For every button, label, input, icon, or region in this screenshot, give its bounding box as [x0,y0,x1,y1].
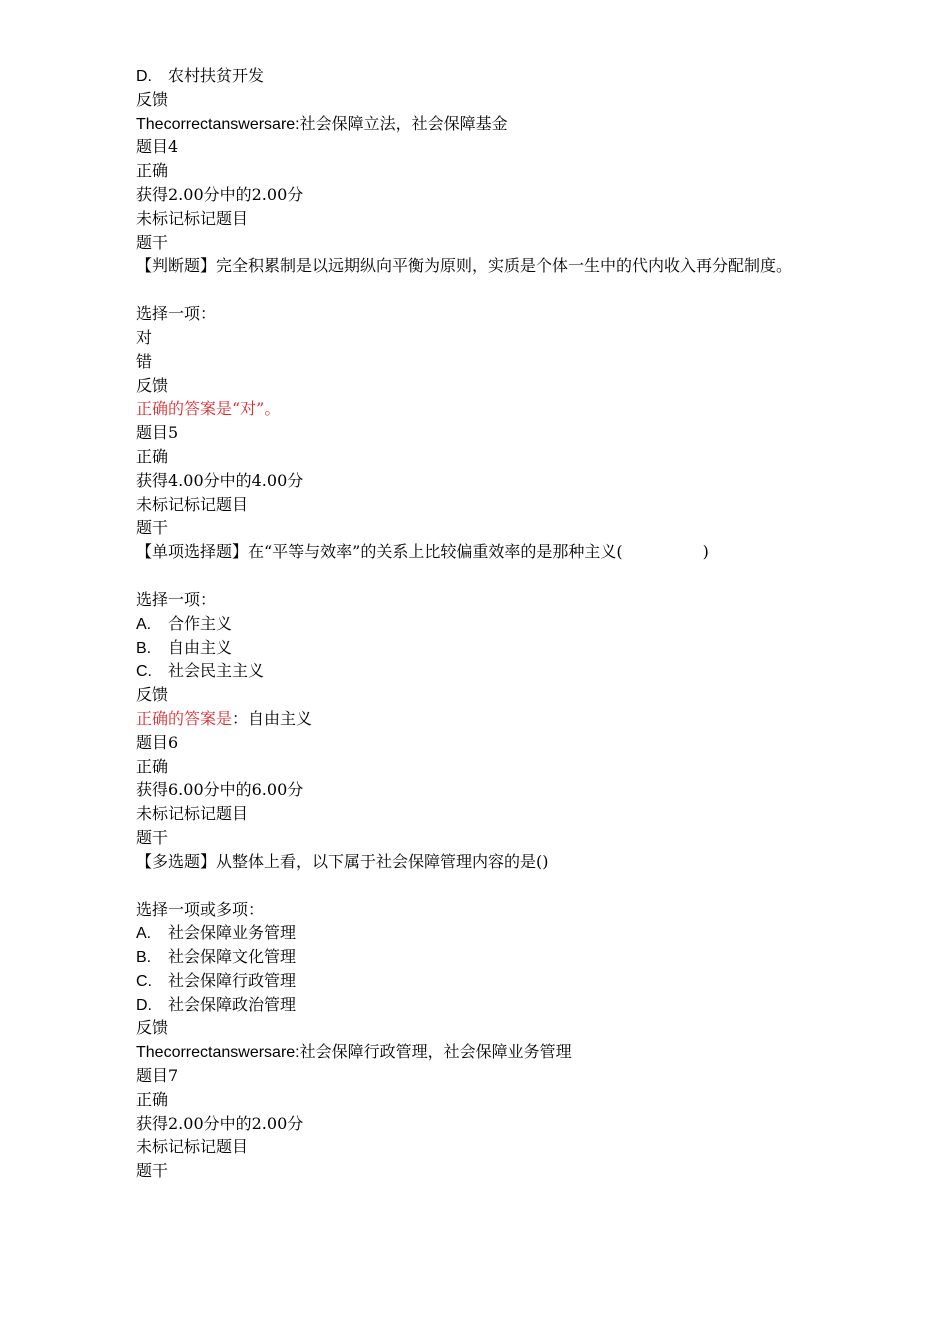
question-stem: 【判断题】完全积累制是以远期纵向平衡为原则，实质是个体一生中的代内收入再分配制度。 [136,256,793,276]
line-text: 选择一项： [136,589,217,609]
text-line [136,707,816,731]
text-line [136,231,816,255]
line-text: 反馈 [136,685,169,705]
blank-line [136,278,816,302]
text-line [136,493,816,517]
text-line [136,183,816,207]
line-text: 选择一项或多项： [136,899,265,919]
text-line [136,469,816,493]
blank-line [136,874,816,898]
text-line [136,516,816,540]
option-letter: A. [136,925,152,943]
text-line [136,898,816,922]
line-text: 自由主义 [168,637,233,657]
line-text: 合作主义 [168,613,233,633]
line-text: 社会保障行政管理，社会保障业务管理 [299,1042,572,1062]
line-text: 社会保障业务管理 [168,923,297,943]
text-line [136,1135,816,1159]
text-line [136,397,816,421]
text-line [136,802,816,826]
line-text: 社会民主主义 [168,661,265,681]
answer-option [136,659,816,683]
feedback-prefix: Thecorrectanswersare: [136,1044,300,1062]
line-text: 社会保障政治管理 [168,994,297,1014]
text-line [136,1016,816,1040]
line-text: 获得2.00分中的2.00分 [136,184,304,204]
line-text: 题干 [136,518,169,538]
line-text: 农村扶贫开发 [168,66,265,85]
answer-option [136,921,816,945]
text-line [136,1088,816,1112]
line-text: 未标记标记题目 [136,494,249,514]
line-text: 题干 [136,827,169,847]
answer-option [136,636,816,660]
text-line [136,1159,816,1183]
text-line [136,374,816,398]
text-line [136,207,816,231]
text-line [136,731,816,755]
line-text: 反馈 [136,1018,169,1038]
line-text: 正确 [136,756,169,776]
text-line [136,302,816,326]
text-line [136,112,816,136]
text-line [136,1112,816,1136]
line-text: 题目5 [136,423,179,443]
option-letter: C. [136,663,152,681]
feedback-prefix: Thecorrectanswersare: [136,115,300,133]
text-line [136,1040,816,1064]
line-text: 题目7 [136,1066,179,1086]
question-stem: 【单项选择题】在“平等与效率”的关系上比较偏重效率的是那种主义( ) [136,542,709,562]
answer-option [136,993,816,1017]
text-line [136,1064,816,1088]
text-line [136,588,816,612]
line-text: 社会保障行政管理 [168,970,297,990]
line-text: 题干 [136,1161,169,1181]
line-text: 题目4 [136,137,179,157]
option-letter: D. [136,996,152,1014]
text-line [136,326,816,350]
text-line [136,683,816,707]
line-text: 获得6.00分中的6.00分 [136,780,304,800]
text-line [136,778,816,802]
line-text: 正确 [136,446,169,466]
document-page [136,64,816,1183]
line-text: 反馈 [136,375,169,395]
line-text: 正确 [136,1089,169,1109]
text-line [136,826,816,850]
answer-option [136,64,816,88]
question-stem: 【多选题】从整体上看，以下属于社会保障管理内容的是() [136,851,549,871]
line-text: 获得4.00分中的4.00分 [136,470,304,490]
line-text: 获得2.00分中的2.00分 [136,1113,304,1133]
text-line [136,350,816,374]
text-line [136,135,816,159]
option-letter: B. [136,949,152,967]
answer-option [136,945,816,969]
text-line [136,755,816,779]
option-letter: D. [136,68,152,85]
line-text: ：自由主义 [232,708,313,728]
line-text: 正确 [136,161,169,181]
answer-option [136,612,816,636]
option-letter: B. [136,639,152,657]
line-text: 对 [136,327,153,347]
line-text: 题目6 [136,732,179,752]
line-text: 社会保障立法，社会保障基金 [299,113,508,133]
correct-answer-label: 正确的答案是 [136,708,233,728]
text-line [136,421,816,445]
correct-answer-label: 正确的答案是“对”。 [136,399,281,419]
line-text: 社会保障文化管理 [168,947,297,967]
text-line [136,88,816,112]
line-text: 反馈 [136,89,169,109]
line-text: 未标记标记题目 [136,1137,249,1157]
answer-option [136,969,816,993]
line-text: 错 [136,351,153,371]
line-text: 未标记标记题目 [136,208,249,228]
blank-line [136,564,816,588]
text-line [136,159,816,183]
line-text: 选择一项： [136,304,217,324]
line-text: 题干 [136,232,169,252]
option-letter: C. [136,972,152,990]
option-letter: A. [136,615,152,633]
line-text: 未标记标记题目 [136,804,249,824]
text-line [136,445,816,469]
